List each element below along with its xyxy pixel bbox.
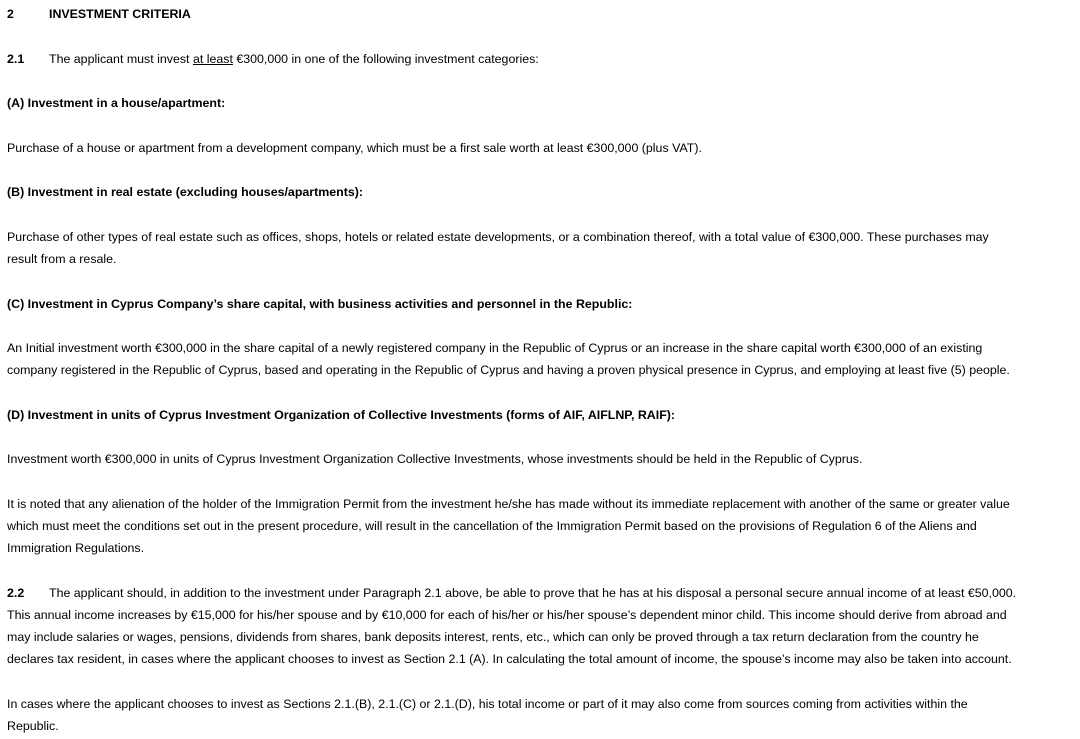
- category-d-heading: (D) Investment in units of Cyprus Investment Organization of Collective Investments (forms of AIF, AIFLNP, RAIF):: [7, 408, 676, 422]
- paragraph-2-1-number: 2.1: [7, 52, 25, 66]
- category-b-heading: (B) Investment in real estate (excluding houses/apartments):: [7, 185, 363, 199]
- paragraph-2-2-line-2: This annual income increases by €15,000 for his/her spouse and by €10,000 for each of his/her or his/her spouse’s dependent minor child. This income should derive from abroad and: [7, 608, 1007, 622]
- section-title: INVESTMENT CRITERIA: [49, 7, 191, 21]
- category-b-body-line-2: result from a resale.: [7, 252, 117, 266]
- section-heading: [7, 3, 191, 25]
- category-c-body-line-2: company registered in the Republic of Cyprus, based and operating in the Republic of Cyprus and having a proven physical presence in Cyprus, and employing at least five (5) people.: [7, 363, 1010, 377]
- paragraph-2-2-line-1-text: The applicant should, in addition to the investment under Paragraph 2.1 above, be able to prove that he has at his disposal a personal secure annual income of at least €50,000.: [49, 586, 1017, 600]
- paragraph-2-2-line-1: [7, 582, 1016, 604]
- paragraph-2-1: [7, 48, 539, 70]
- category-c-body-line-1: An Initial investment worth €300,000 in the share capital of a newly registered company in the Republic of Cyprus or an increase in the share capital worth €300,000 of an existing: [7, 341, 983, 355]
- note-line-2: which must meet the conditions set out in the present procedure, will result in the cancellation of the Immigration Permit based on the provisions of Regulation 6 of the Aliens and: [7, 519, 977, 533]
- paragraph-2-2-number: 2.2: [7, 586, 25, 600]
- category-a-body: Purchase of a house or apartment from a development company, which must be a first sale worth at least €300,000 (plus VAT).: [7, 141, 702, 155]
- paragraph-2-2-line-3: may include salaries or wages, pensions, dividends from shares, bank deposits interest, rents, etc., which can only be proved through a tax return declaration from the country he: [7, 630, 979, 644]
- note-line-3: Immigration Regulations.: [7, 541, 145, 555]
- category-b-body-line-1: Purchase of other types of real estate such as offices, shops, hotels or related estate developments, or a combination thereof, with a total value of €300,000. These purchases may: [7, 230, 989, 244]
- final-paragraph-line-1: In cases where the applicant chooses to invest as Sections 2.1.(B), 2.1.(C) or 2.1.(D), his total income or part of it may also come from sources coming from activities within the: [7, 697, 968, 711]
- paragraph-2-1-text-after: €300,000 in one of the following investment categories:: [232, 52, 539, 66]
- note-line-1: It is noted that any alienation of the holder of the Immigration Permit from the investment he/she has made without its immediate replacement with another of the same or greater value: [7, 497, 1010, 511]
- paragraph-2-1-underlined: at least: [192, 52, 233, 66]
- paragraph-2-1-text-before: The applicant must invest: [49, 52, 193, 66]
- paragraph-2-2-line-4: declares tax resident, in cases where the applicant chooses to invest as Section 2.1 (A). In calculating the total amount of income, the spouse’s income may also be taken into account.: [7, 652, 1012, 666]
- final-paragraph-line-2: Republic.: [7, 719, 59, 733]
- category-a-heading: (A) Investment in a house/apartment:: [7, 96, 226, 110]
- section-number: 2: [7, 7, 14, 21]
- category-c-heading: (C) Investment in Cyprus Company’s share capital, with business activities and personnel in the Republic:: [7, 297, 633, 311]
- category-d-body: Investment worth €300,000 in units of Cyprus Investment Organization Collective Investments, whose investments should be held in the Republic of Cyprus.: [7, 452, 863, 466]
